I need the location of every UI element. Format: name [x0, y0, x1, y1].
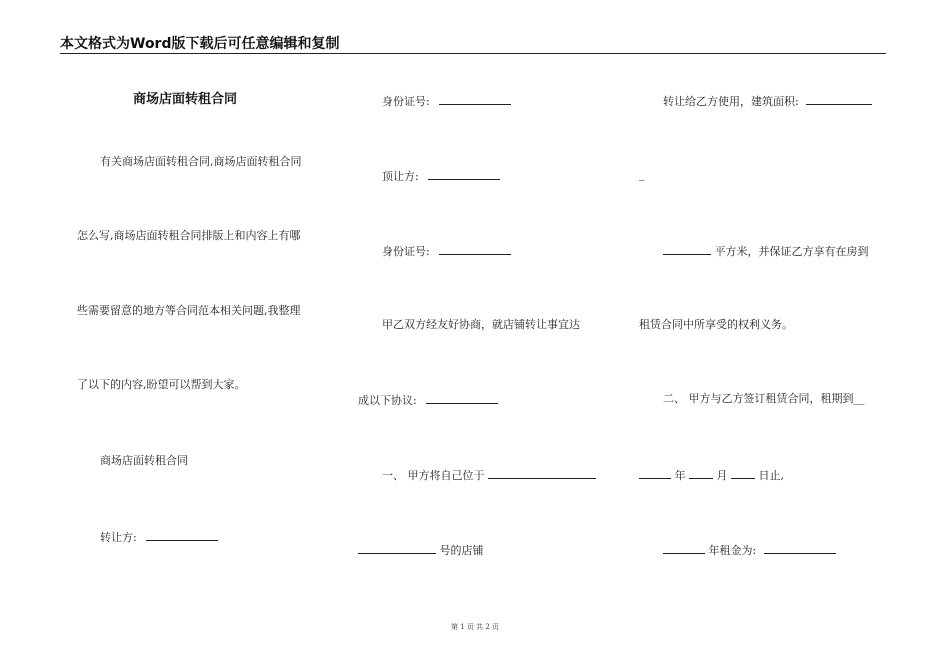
id-number-blank-2 — [439, 243, 511, 255]
agreement-blank — [426, 392, 498, 404]
annual-rent-blank — [764, 542, 836, 554]
id-number-blank — [439, 93, 511, 105]
page-footer: 第 1 页 共 2 页 — [450, 623, 500, 631]
id-number-line — [382, 93, 511, 109]
agreement-label: 成以下协议: — [358, 394, 417, 407]
date-line — [639, 467, 784, 483]
paragraph-line: 有关商场店面转租合同,商场店面转租合同 — [100, 155, 302, 168]
paragraph-line: 租赁合同中所享受的权利义务。 — [639, 318, 793, 331]
section-title: 商场店面转租合同 — [100, 454, 188, 467]
transferor-label: 转让方: — [100, 531, 137, 544]
area-label: 转让给乙方使用，建筑面积: — [663, 95, 799, 108]
clause-1-line — [382, 467, 596, 483]
document-title: 商场店面转租合同 — [133, 92, 238, 107]
paragraph-line: 甲乙双方经友好协商，就店铺转让事宜达 — [382, 318, 580, 331]
id-number-line-2 — [382, 243, 511, 259]
annual-rent-label: 年租金为: — [708, 544, 757, 557]
shop-number-line — [358, 542, 484, 558]
square-meter-line — [663, 243, 869, 259]
square-meter-label: 平方米，并保证乙方享有在房到 — [714, 245, 869, 258]
month-blank — [689, 467, 713, 479]
month-label: 月 — [716, 469, 728, 482]
paragraph-line: 些需要留意的地方等合同范本相关问题,我整理 — [77, 304, 301, 317]
document-header: 本文格式为Word版下载后可任意编辑和复制 — [60, 36, 340, 52]
paragraph-line: 了以下的内容,盼望可以帮到大家。 — [77, 378, 246, 391]
shop-number-blank — [358, 542, 436, 554]
transferor-line — [100, 529, 218, 545]
transferee-blank — [428, 168, 500, 180]
shop-number-label: 号的店铺 — [439, 544, 484, 557]
transferee-line — [382, 168, 500, 184]
day-blank — [731, 467, 755, 479]
continuation-mark: _ — [639, 168, 645, 181]
area-line — [663, 93, 872, 109]
paragraph-line: 怎么写,商场店面转租合同排版上和内容上有哪 — [77, 229, 301, 242]
location-blank — [488, 467, 596, 479]
year-blank — [639, 467, 671, 479]
day-label: 日止, — [758, 469, 784, 482]
square-meter-blank — [663, 243, 711, 255]
year-label: 年 — [674, 469, 686, 482]
transferee-label: 顶让方: — [382, 170, 419, 183]
agreement-line — [358, 392, 498, 408]
header-rule — [60, 53, 886, 54]
id-number-label-2: 身份证号: — [382, 245, 430, 258]
annual-rent-prefix-blank — [663, 542, 705, 554]
id-number-label: 身份证号: — [382, 95, 430, 108]
annual-rent-line — [663, 542, 836, 558]
area-blank — [806, 93, 872, 105]
transferor-blank — [146, 529, 218, 541]
clause-2-line: 二、 甲方与乙方签订租赁合同，租期到__ — [663, 392, 865, 405]
clause-1-label: 一、 甲方将自己位于 — [382, 469, 485, 482]
